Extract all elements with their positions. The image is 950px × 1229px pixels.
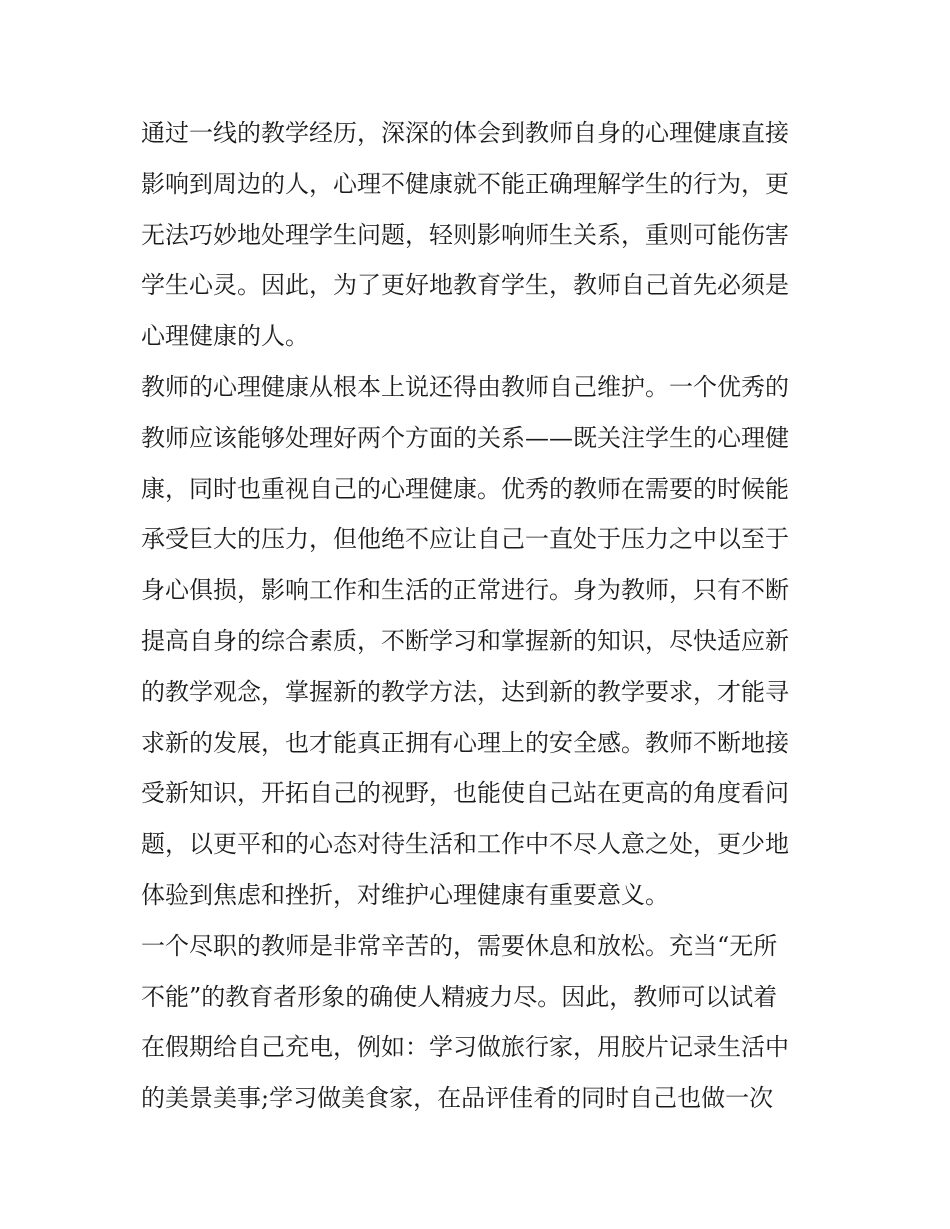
text-line: 求新的发展，也才能真正拥有心理上的安全感。教师不断地接	[141, 728, 789, 757]
text-line: 学生心灵。因此，为了更好地教育学生，教师自己首先必须是	[141, 271, 789, 300]
text-line: 不能”的教育者形象的确使人精疲力尽。因此，教师可以试着	[141, 982, 778, 1011]
text-line: 无法巧妙地处理学生问题，轻则影响师生关系，重则可能伤害	[141, 220, 789, 249]
text-line: 的教学观念，掌握新的教学方法，达到新的教学要求，才能寻	[141, 677, 789, 706]
text-line: 身心俱损，影响工作和生活的正常进行。身为教师，只有不断	[141, 576, 789, 605]
text-line: 题，以更平和的心态对待生活和工作中不尽人意之处，更少地	[141, 830, 789, 859]
text-line: 的美景美事;学习做美食家，在品评佳肴的同时自己也做一次	[141, 1084, 774, 1113]
text-line: 教师应该能够处理好两个方面的关系——既关注学生的心理健	[141, 423, 789, 452]
text-line: 体验到焦虑和挫折，对维护心理健康有重要意义。	[141, 880, 669, 909]
text-line: 教师的心理健康从根本上说还得由教师自己维护。一个优秀的	[141, 372, 789, 401]
text-line: 心理健康的人。	[141, 322, 309, 351]
text-line: 受新知识，开拓自己的视野，也能使自己站在更高的角度看问	[141, 779, 789, 808]
text-line: 在假期给自己充电，例如：学习做旅行家，用胶片记录生活中	[141, 1033, 789, 1062]
text-line: 承受巨大的压力，但他绝不应让自己一直处于压力之中以至于	[141, 525, 789, 554]
text-line: 提高自身的综合素质，不断学习和掌握新的知识，尽快适应新	[141, 626, 789, 655]
text-line: 通过一线的教学经历，深深的体会到教师自身的心理健康直接	[141, 119, 789, 147]
body-text	[141, 108, 813, 1124]
text-line: 康，同时也重视自己的心理健康。优秀的教师在需要的时候能	[141, 474, 789, 503]
text-line: 影响到周边的人，心理不健康就不能正确理解学生的行为，更	[141, 169, 789, 198]
text-line: 一个尽职的教师是非常辛苦的，需要休息和放松。充当“无所	[141, 931, 778, 960]
